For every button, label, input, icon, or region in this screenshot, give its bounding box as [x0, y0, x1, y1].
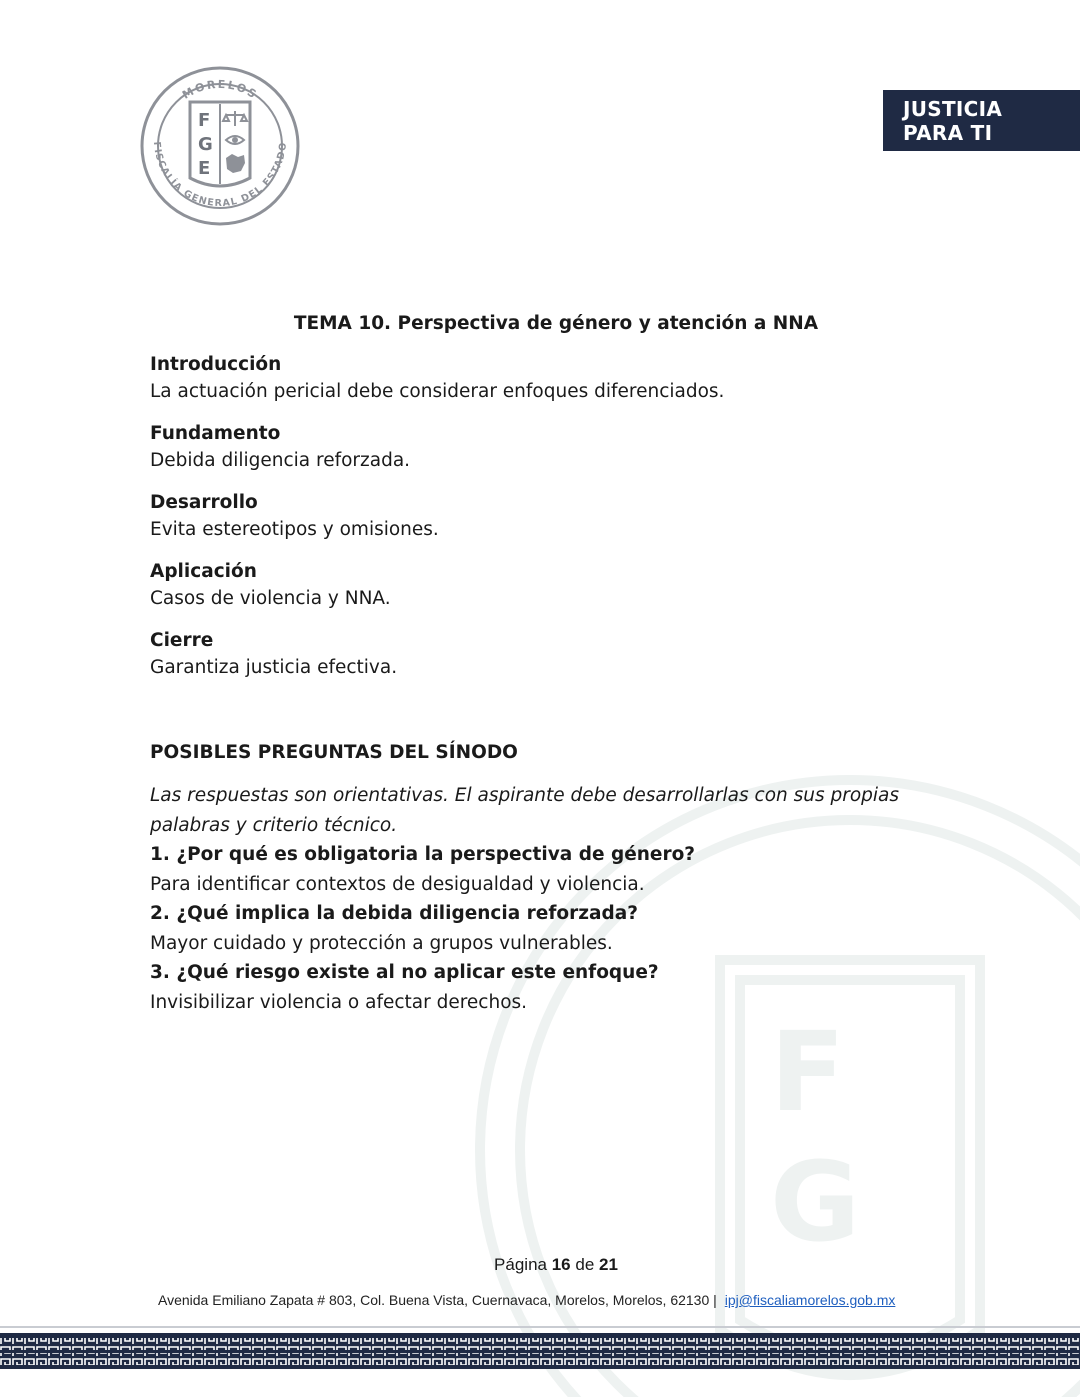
section-heading: Aplicación [150, 561, 257, 582]
footer-address-line [158, 1290, 958, 1310]
page-of: de [575, 1255, 595, 1274]
question-item [150, 958, 950, 1018]
logo-letter-f: F [198, 110, 211, 131]
document-title: TEMA 10. Perspectiva de género y atención a NNA [293, 313, 819, 334]
page-current: 16 [551, 1255, 571, 1274]
page-total: 21 [599, 1255, 618, 1274]
section-aplicacion [150, 559, 950, 613]
section-heading: Fundamento [150, 423, 281, 444]
question-text: 1. ¿Por qué es obligatoria la perspectiva de género? [150, 844, 696, 865]
answer-text: Mayor cuidado y protección a grupos vulnerables. [150, 933, 613, 954]
section-heading: Introducción [150, 354, 282, 375]
svg-text:G: G [770, 1138, 861, 1266]
logo-text-top: MORELOS [180, 77, 261, 102]
questions-heading: POSIBLES PREGUNTAS DEL SÍNODO [150, 742, 518, 763]
footer-email-link[interactable]: ipj@fiscaliamorelos.gob.mx [724, 1292, 896, 1308]
section-text: Garantiza justicia efectiva. [150, 657, 398, 678]
questions-note: Las respuestas son orientativas. El aspirante debe desarrollarlas con sus propias palabras y criterio técnico. [150, 785, 900, 836]
question-item [150, 899, 950, 959]
badge-line-1: JUSTICIA [903, 97, 1003, 121]
question-text: 2. ¿Qué implica la debida diligencia reforzada? [150, 903, 638, 924]
section-heading: Desarrollo [150, 492, 258, 513]
footer-pattern-band [0, 1333, 1080, 1369]
fge-logo [140, 66, 300, 226]
question-item [150, 840, 950, 900]
section-text: La actuación pericial debe considerar enfoques diferenciados. [150, 381, 725, 402]
logo-letter-g: G [198, 134, 213, 155]
section-desarrollo [150, 490, 950, 544]
logo-text-bottom: FISCALÍA GENERAL DEL ESTADO [150, 141, 290, 210]
page-number [0, 1253, 1080, 1277]
page-word: Página [494, 1255, 547, 1274]
answer-text: Invisibilizar violencia o afectar derechos. [150, 992, 528, 1013]
section-heading: Cierre [150, 630, 214, 651]
section-cierre [150, 628, 950, 682]
badge-line-2: PARA TI [903, 121, 993, 145]
section-text: Evita estereotipos y omisiones. [150, 519, 439, 540]
section-fundamento [150, 421, 950, 475]
section-text: Casos de violencia y NNA. [150, 588, 391, 609]
logo-letter-e: E [198, 158, 211, 179]
section-introduccion [150, 352, 950, 406]
answer-text: Para identificar contextos de desigualdad y violencia. [150, 874, 645, 895]
section-text: Debida diligencia reforzada. [150, 450, 411, 471]
footer-divider [0, 1326, 1080, 1328]
justicia-para-ti-badge [883, 90, 1080, 151]
footer-address: Avenida Emiliano Zapata # 803, Col. Buena Vista, Cuernavaca, Morelos, Morelos, 62130 | [158, 1292, 717, 1308]
svg-text:F: F [770, 1008, 846, 1136]
question-text: 3. ¿Qué riesgo existe al no aplicar este enfoque? [150, 962, 659, 983]
